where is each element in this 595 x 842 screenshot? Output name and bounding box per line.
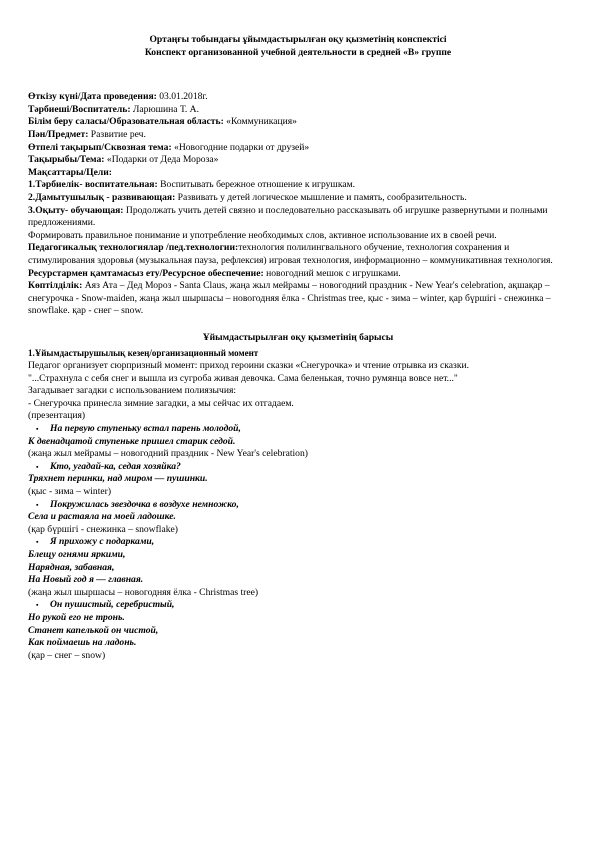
riddle-text: Нарядная, забавная, [28, 561, 115, 573]
riddle-text: К двенадцатой ступеньке пришел старик седой. [28, 435, 236, 447]
riddle-line [28, 473, 568, 486]
info-label: Тәрбиеші/Воспитатель: [28, 103, 131, 115]
info-label: 2.Дамытушылық - развивающая: [28, 191, 176, 203]
riddle-answer: (қыс - зима – winter) [28, 486, 112, 497]
riddle-text: Станет капелькой он чистой, [28, 624, 159, 636]
riddle-text: Села и растаяла на моей ладошке. [28, 511, 176, 523]
moment-line: - Снегурочка принесла зимние загадки, а мы сейчас их отгадаем. [28, 397, 294, 409]
info-row [28, 142, 568, 155]
moment-heading: 1.Ұйымдастырушылық кезең/организационный момент [28, 348, 259, 359]
riddle-text: Блещу огнями яркими, [28, 548, 126, 560]
info-row [28, 129, 568, 142]
riddle-line [28, 637, 568, 650]
riddle-first-line [28, 423, 568, 436]
riddle-text: Кто, угадай-ка, седая хозяйка? [50, 460, 181, 472]
info-label: 1.Тәрбиелік- воспитательная: [28, 179, 158, 191]
info-row [28, 242, 568, 267]
info-row [28, 104, 568, 117]
info-value: Продолжать учить детей связно и последовательно рассказывать об игрушке развернутыми и полными предложениями. [28, 204, 548, 229]
moment-line: (презентация) [28, 410, 86, 422]
riddle-line [28, 511, 568, 524]
riddle-first-line [28, 461, 568, 474]
info-value: Развитие реч. [88, 128, 146, 140]
title-ru: Конспект организованной учебной деятельности в средней «В» группе [144, 46, 452, 58]
bullet-icon: ▪ [36, 425, 39, 434]
riddle-text: Покружилась звездочка в воздухе немножко, [50, 498, 239, 510]
riddle-line [28, 574, 568, 587]
info-label: Мақсаттары/Цели: [28, 166, 112, 178]
riddle-text: Но рукой его не тронь. [28, 611, 125, 623]
info-value: Ларюшина Т. А. [130, 103, 199, 115]
info-value: «Коммуникация» [223, 116, 297, 128]
riddles-list [28, 423, 568, 662]
section-title: Ұйымдастырылған оқу қызметінің барысы [202, 331, 394, 343]
riddle-line [28, 612, 568, 625]
moment-line: "...Страхнула с себя снег и вышла из сугроба живая девочка. Сама беленькая, точно румянца вовсе нет..." [28, 372, 458, 384]
info-row [28, 91, 568, 104]
info-row [28, 280, 568, 318]
title-kz: Ортаңғы тобындағы ұйымдастырылған оқу қызметінің конспектісі [149, 34, 447, 45]
info-value: Аяз Ата – Дед Мороз - Santa Claus, жаңа жыл мейрамы – новогодний праздник - New Year's celebration, ақшақар – снегурочка - Snow-maiden, жаңа жыл шыршасы – новогодняя ёлка - Christmas tree, қыс - зима – winter, қар бүршігі - снежинка – snowflake. қар - снег – snow. [28, 280, 551, 317]
bullet-icon: ▪ [36, 500, 39, 509]
riddle-text: Я прихожу с подарками, [50, 536, 155, 548]
info-value: «Подарки от Деда Мороза» [104, 154, 219, 166]
moment-lines [28, 360, 568, 423]
info-value: 03.01.2018г. [156, 91, 208, 103]
info-block [28, 91, 568, 318]
info-label: Білім беру саласы/Образовательная область: [28, 116, 224, 128]
bullet-icon: ▪ [36, 601, 39, 610]
info-value: Воспитывать бережное отношение к игрушкам. [157, 179, 356, 191]
document-page [28, 34, 568, 662]
riddle-text: Тряхнет перинки, над миром — пушинки. [28, 473, 208, 485]
bullet-icon: ▪ [36, 462, 39, 471]
info-row [28, 205, 568, 230]
riddle-first-line [28, 599, 568, 612]
moment-line: Педагог организует сюрпризный момент: приход героини сказки «Снегурочка» и чтение отрывка из сказки. [28, 360, 470, 372]
riddle-line [28, 549, 568, 562]
riddle-text: Как поймаешь на ладонь. [28, 637, 137, 649]
riddle-answer: (жаңа жыл мейрамы – новогодний праздник - New Year's celebration) [28, 448, 308, 460]
riddle-text: На первую ступеньку встал парень молодой, [50, 423, 241, 435]
riddle-line [28, 436, 568, 449]
info-label: Пән/Предмет: [28, 128, 89, 140]
info-label: Педагогикалық технологиялар /пед.технологии: [28, 242, 239, 254]
riddle-answer: (қар бүршігі - снежинка – snowflake) [28, 523, 178, 535]
info-value: технология полилингвального обучение, технология сохранения и стимулирования здоровья (музыкальная пауза, рефлексия) игровая технология, информационно – коммуникативная технология. [28, 242, 553, 266]
moment-line: Загадывает загадки с использованием полиязычия: [28, 385, 237, 397]
info-row [28, 192, 568, 205]
info-value: новогодний мешок с игрушками. [263, 267, 401, 279]
riddle-text: Он пушистый, серебристый, [50, 599, 175, 611]
info-value: Развивать у детей логическое мышление и память, сообразительность. [175, 191, 467, 203]
info-row [28, 268, 568, 281]
info-label: Өтпелі тақырып/Сквозная тема: [28, 141, 172, 153]
info-row [28, 154, 568, 167]
riddle-first-line [28, 536, 568, 549]
riddle-first-line [28, 499, 568, 512]
info-value: «Новогодние подарки от друзей» [171, 141, 310, 153]
info-value: Формировать правильное понимание и употребление необходимых слов, активное использование их в своей речи. [28, 229, 497, 241]
info-row [28, 230, 568, 243]
bullet-icon: ▪ [36, 538, 39, 547]
info-row [28, 116, 568, 129]
riddle-text: На Новый год я — главная. [28, 574, 144, 586]
riddle-answer: (жаңа жыл шыршасы – новогодняя ёлка - Christmas tree) [28, 586, 259, 598]
info-label: Өткізу күні/Дата проведения: [28, 91, 157, 103]
info-label: Ресурстармен қамтамасыз ету/Ресурсное обеспечение: [28, 267, 264, 279]
riddle-line [28, 562, 568, 575]
riddle-answer: (қар – снег – snow) [28, 649, 106, 661]
info-label: 3.Оқыту- обучающая: [28, 204, 124, 216]
info-label: Тақырыбы/Тема: [28, 154, 105, 166]
info-label: Көптілділік: [28, 280, 83, 292]
info-row [28, 167, 568, 180]
riddle-line [28, 625, 568, 638]
info-row [28, 179, 568, 192]
